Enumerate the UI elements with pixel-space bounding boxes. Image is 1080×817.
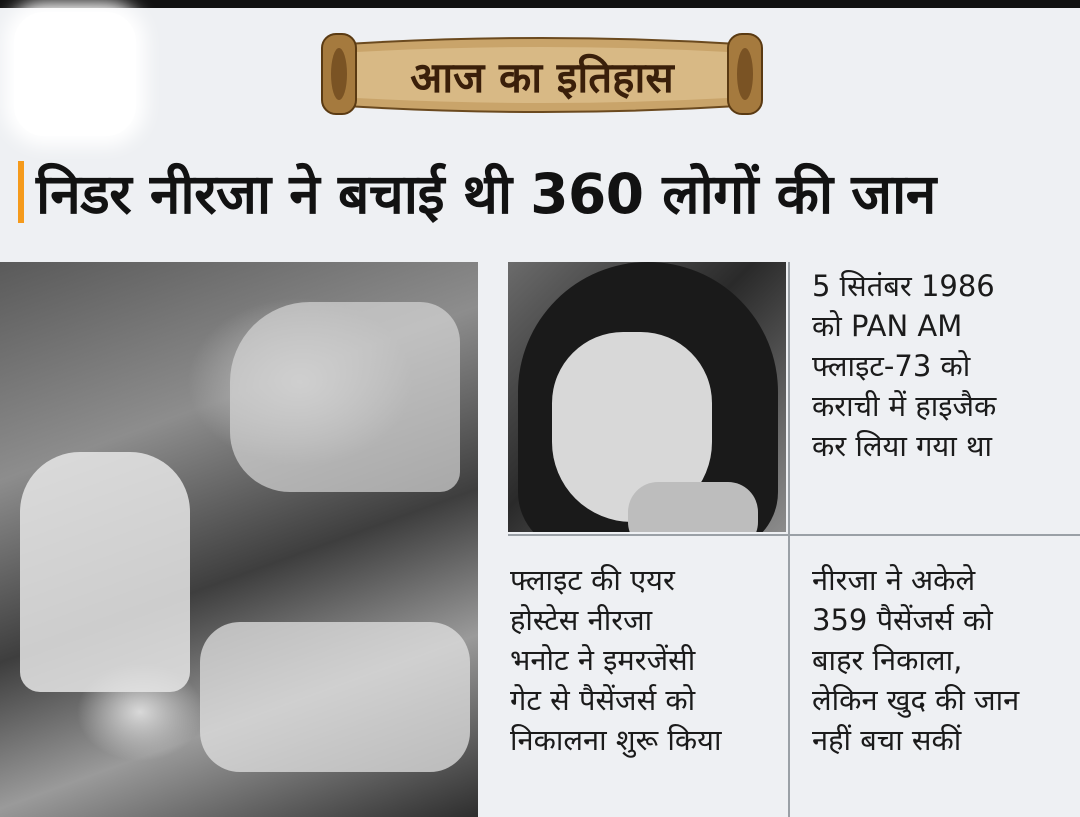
panel-line: नीरजा ने अकेले: [812, 563, 976, 597]
panel-line: 5 सितंबर 1986: [812, 269, 995, 303]
panel-line: फ्लाइट की एयर: [510, 563, 675, 597]
blurred-logo: [14, 12, 136, 136]
headline-text: निडर नीरजा ने बचाई थी 360 लोगों की जान: [36, 161, 936, 226]
banner-title: आज का इतिहास: [410, 52, 674, 102]
photo-figure: [230, 302, 460, 492]
panel-line: बाहर निकाला,: [812, 643, 963, 677]
photo-figure: [200, 622, 470, 772]
photo-figure: [20, 452, 190, 692]
panel-line: कर लिया गया था: [812, 429, 992, 463]
panel-line: लेकिन खुद की जान: [812, 683, 1020, 717]
panel-line: नहीं बचा सकीं: [812, 723, 962, 757]
headline: [18, 150, 1068, 234]
history-scroll-banner: [316, 26, 768, 122]
panel-line: होस्टेस नीरजा: [510, 603, 653, 637]
panel-line: फ्लाइट-73 को: [812, 349, 971, 383]
top-edge-bar: [0, 0, 1080, 8]
panel-line: 359 पैसेंजर्स को: [812, 603, 993, 637]
panel-divider-horizontal: [508, 534, 1080, 536]
portrait-photo: [508, 262, 786, 532]
funeral-photo: [0, 262, 478, 817]
headline-accent-bar: [18, 161, 24, 223]
panel-line: निकालना शुरू किया: [510, 723, 722, 757]
panel-line: को PAN AM: [812, 309, 963, 343]
panel-line: भनोट ने इमरजेंसी: [510, 643, 696, 677]
portrait-neck: [628, 482, 758, 532]
panel-line: गेट से पैसेंजर्स को: [510, 683, 696, 717]
panel-top-right: [812, 266, 1072, 466]
panel-bottom-right: [812, 560, 1074, 760]
panel-line: कराची में हाइजैक: [812, 389, 997, 423]
panel-divider-vertical: [788, 262, 790, 817]
panel-bottom-left: [510, 560, 780, 760]
